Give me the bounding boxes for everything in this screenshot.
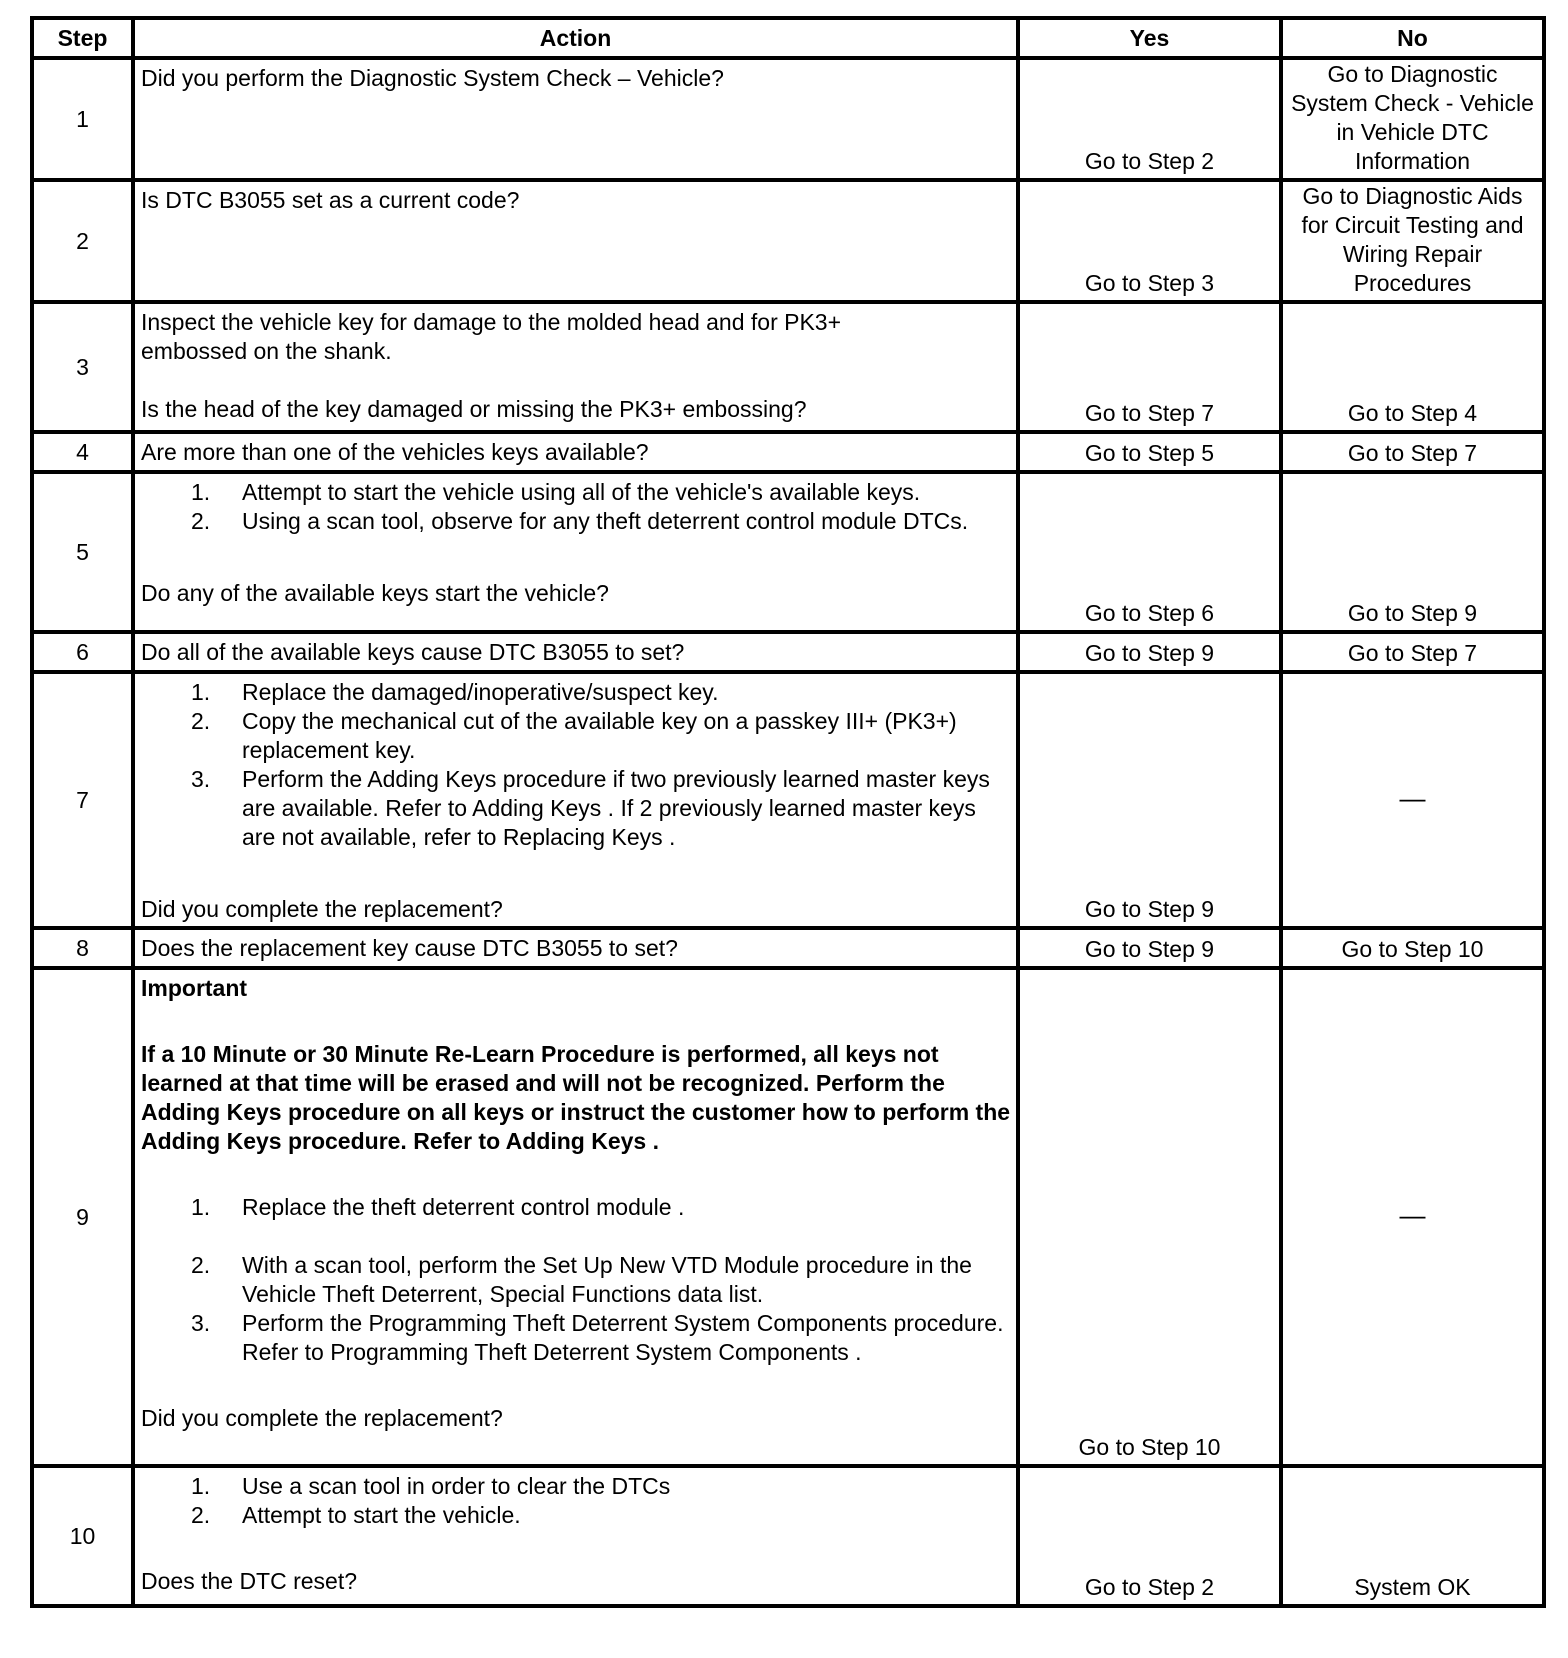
procedure-list xyxy=(141,478,1012,536)
table-row xyxy=(32,302,1544,432)
action-cell xyxy=(133,58,1018,180)
no-cell: Go to Step 10 xyxy=(1281,928,1544,968)
list-number: 2. xyxy=(191,508,211,534)
list-number: 2. xyxy=(191,1252,211,1278)
no-cell xyxy=(1281,968,1544,1466)
yes-cell: Go to Step 2 xyxy=(1018,1466,1281,1606)
procedure-list xyxy=(141,1193,1012,1367)
spacer xyxy=(141,536,1012,579)
list-text: Replace the theft deterrent control module . xyxy=(242,1194,685,1220)
list-item xyxy=(141,1251,1012,1309)
spacer xyxy=(141,852,1012,895)
list-text: Attempt to start the vehicle using all of the vehicle's available keys. xyxy=(242,479,921,505)
yes-cell: Go to Step 9 xyxy=(1018,632,1281,672)
table-row xyxy=(32,1466,1544,1606)
header-no: No xyxy=(1281,18,1544,58)
yes-cell: Go to Step 9 xyxy=(1018,672,1281,928)
step-number: 9 xyxy=(32,968,133,1466)
no-dash: — xyxy=(1399,783,1426,813)
list-number: 2. xyxy=(191,1502,211,1528)
diagnostic-table xyxy=(30,16,1546,1608)
header-row xyxy=(32,18,1544,58)
header-yes: Yes xyxy=(1018,18,1281,58)
list-text: Use a scan tool in order to clear the DTCs xyxy=(242,1473,671,1499)
spacer xyxy=(141,1530,1012,1567)
action-question: Is DTC B3055 set as a current code? xyxy=(141,187,520,213)
action-question: Did you complete the replacement? xyxy=(141,896,503,922)
list-item xyxy=(141,765,1012,852)
table-row xyxy=(32,180,1544,302)
no-cell: Go to Step 9 xyxy=(1281,472,1544,632)
list-number: 1. xyxy=(191,1194,211,1220)
action-cell xyxy=(133,672,1018,928)
no-cell: Go to Step 7 xyxy=(1281,432,1544,472)
action-cell xyxy=(133,180,1018,302)
step-number: 3 xyxy=(32,302,133,432)
header-action: Action xyxy=(133,18,1018,58)
action-question: Does the DTC reset? xyxy=(141,1568,358,1594)
list-number: 2. xyxy=(191,708,211,734)
table-row xyxy=(32,58,1544,180)
header-step: Step xyxy=(32,18,133,58)
important-text: If a 10 Minute or 30 Minute Re-Learn Procedure is performed, all keys not learned at that time will be erased and will not be recognized. Perform the Adding Keys procedure on all keys or instruct the customer how to perform the Adding Keys procedure. Refer to Adding Keys . xyxy=(141,1041,1011,1154)
yes-cell: Go to Step 7 xyxy=(1018,302,1281,432)
list-text: Perform the Adding Keys procedure if two previously learned master keys are available. Refer to Adding Keys . If 2 previously learned master keys are not available, refer to Replacing Keys . xyxy=(242,766,990,850)
action-intro: Inspect the vehicle key for damage to the molded head and for PK3+ embossed on the shank. xyxy=(141,309,842,364)
action-cell xyxy=(133,472,1018,632)
table-row xyxy=(32,672,1544,928)
yes-cell: Go to Step 10 xyxy=(1018,968,1281,1466)
list-number: 3. xyxy=(191,766,211,792)
no-cell: Go to Step 4 xyxy=(1281,302,1544,432)
list-number: 1. xyxy=(191,1473,211,1499)
action-question: Do all of the available keys cause DTC B3055 to set? xyxy=(141,639,685,665)
list-text: Replace the damaged/inoperative/suspect key. xyxy=(242,679,719,705)
table-row xyxy=(32,472,1544,632)
step-number: 1 xyxy=(32,58,133,180)
action-question: Did you complete the replacement? xyxy=(141,1405,503,1431)
list-number: 1. xyxy=(191,479,211,505)
list-number: 3. xyxy=(191,1310,211,1336)
no-cell: Go to Diagnostic Aids for Circuit Testing and Wiring Repair Procedures xyxy=(1281,180,1544,302)
no-dash: — xyxy=(1399,1200,1426,1230)
yes-cell: Go to Step 6 xyxy=(1018,472,1281,632)
action-question: Does the replacement key cause DTC B3055 to set? xyxy=(141,935,678,961)
list-item xyxy=(141,1472,1012,1501)
table-row xyxy=(32,968,1544,1466)
list-item xyxy=(141,478,1012,507)
spacer xyxy=(141,1367,1012,1404)
action-question: Are more than one of the vehicles keys available? xyxy=(141,439,649,465)
step-number: 4 xyxy=(32,432,133,472)
list-text: With a scan tool, perform the Set Up New VTD Module procedure in the Vehicle Theft Deterrent, Special Functions data list. xyxy=(242,1252,972,1307)
table-row xyxy=(32,432,1544,472)
step-number: 7 xyxy=(32,672,133,928)
action-cell xyxy=(133,302,1018,432)
step-number: 2 xyxy=(32,180,133,302)
spacer xyxy=(141,1156,1012,1193)
no-cell: System OK xyxy=(1281,1466,1544,1606)
diagnostic-table-sheet xyxy=(30,16,1546,1608)
action-cell xyxy=(133,1466,1018,1606)
list-text: Attempt to start the vehicle. xyxy=(242,1502,521,1528)
action-question: Do any of the available keys start the vehicle? xyxy=(141,580,609,606)
table-row xyxy=(32,632,1544,672)
list-number: 1. xyxy=(191,679,211,705)
yes-cell: Go to Step 2 xyxy=(1018,58,1281,180)
no-cell: Go to Step 7 xyxy=(1281,632,1544,672)
list-item xyxy=(141,507,1012,536)
action-cell xyxy=(133,432,1018,472)
step-number: 10 xyxy=(32,1466,133,1606)
action-cell xyxy=(133,928,1018,968)
yes-cell: Go to Step 9 xyxy=(1018,928,1281,968)
list-item xyxy=(141,1309,1012,1367)
yes-cell: Go to Step 3 xyxy=(1018,180,1281,302)
step-number: 6 xyxy=(32,632,133,672)
action-question: Did you perform the Diagnostic System Check – Vehicle? xyxy=(141,65,724,91)
list-text: Copy the mechanical cut of the available key on a passkey III+ (PK3+) replacement key. xyxy=(242,708,957,763)
list-text: Using a scan tool, observe for any theft deterrent control module DTCs. xyxy=(242,508,969,534)
action-question: Is the head of the key damaged or missing the PK3+ embossing? xyxy=(141,396,807,422)
action-cell xyxy=(133,968,1018,1466)
no-cell xyxy=(1281,672,1544,928)
step-number: 8 xyxy=(32,928,133,968)
spacer xyxy=(141,366,1012,395)
list-item xyxy=(141,1501,1012,1530)
action-cell xyxy=(133,632,1018,672)
no-cell: Go to Diagnostic System Check - Vehicle in Vehicle DTC Information xyxy=(1281,58,1544,180)
list-item xyxy=(141,1193,1012,1222)
procedure-list xyxy=(141,678,1012,852)
table-row xyxy=(32,928,1544,968)
step-number: 5 xyxy=(32,472,133,632)
procedure-list xyxy=(141,1472,1012,1530)
list-item xyxy=(141,678,1012,707)
list-text: Perform the Programming Theft Deterrent System Components procedure. Refer to Programming Theft Deterrent System Components . xyxy=(242,1310,1004,1365)
spacer xyxy=(141,1003,1012,1040)
list-item xyxy=(141,707,1012,765)
yes-cell: Go to Step 5 xyxy=(1018,432,1281,472)
important-title: Important xyxy=(141,975,248,1001)
